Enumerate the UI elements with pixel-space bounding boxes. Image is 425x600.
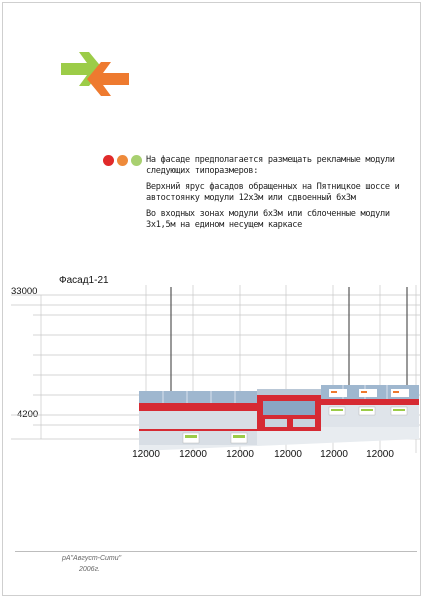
paragraph-upper-tier: Верхний ярус фасадов обращенных на Пятницкое шоссе и автостоянку модули 12х3м или сдвоенный 6х3м [146,182,400,203]
span-label-2: 12000 [179,449,207,460]
span-label-5: 12000 [320,449,348,460]
span-label-1: 12000 [132,449,160,460]
paragraph-intro: На фасаде предполагается размещать рекламные модули следующих типоразмеров: [146,155,395,176]
footer-year: 2006г. [79,566,100,573]
facade-drawing [3,3,421,463]
document-page [2,2,421,596]
building-illustration [139,385,419,451]
level-label-top: 33000 [11,286,38,297]
level-label-bottom: 4200 [17,409,39,420]
footer-divider [15,551,417,552]
span-label-4: 12000 [274,449,302,460]
span-label-3: 12000 [226,449,254,460]
facade-title: Фасад1-21 [59,275,109,286]
paragraph-entrance: Во входных зонах модули 6х3м или сблоченные модули 3х1,5м на едином несущем каркасе [146,209,390,230]
footer-company: рА"Август-Сити" [62,555,122,562]
span-label-6: 12000 [366,449,394,460]
